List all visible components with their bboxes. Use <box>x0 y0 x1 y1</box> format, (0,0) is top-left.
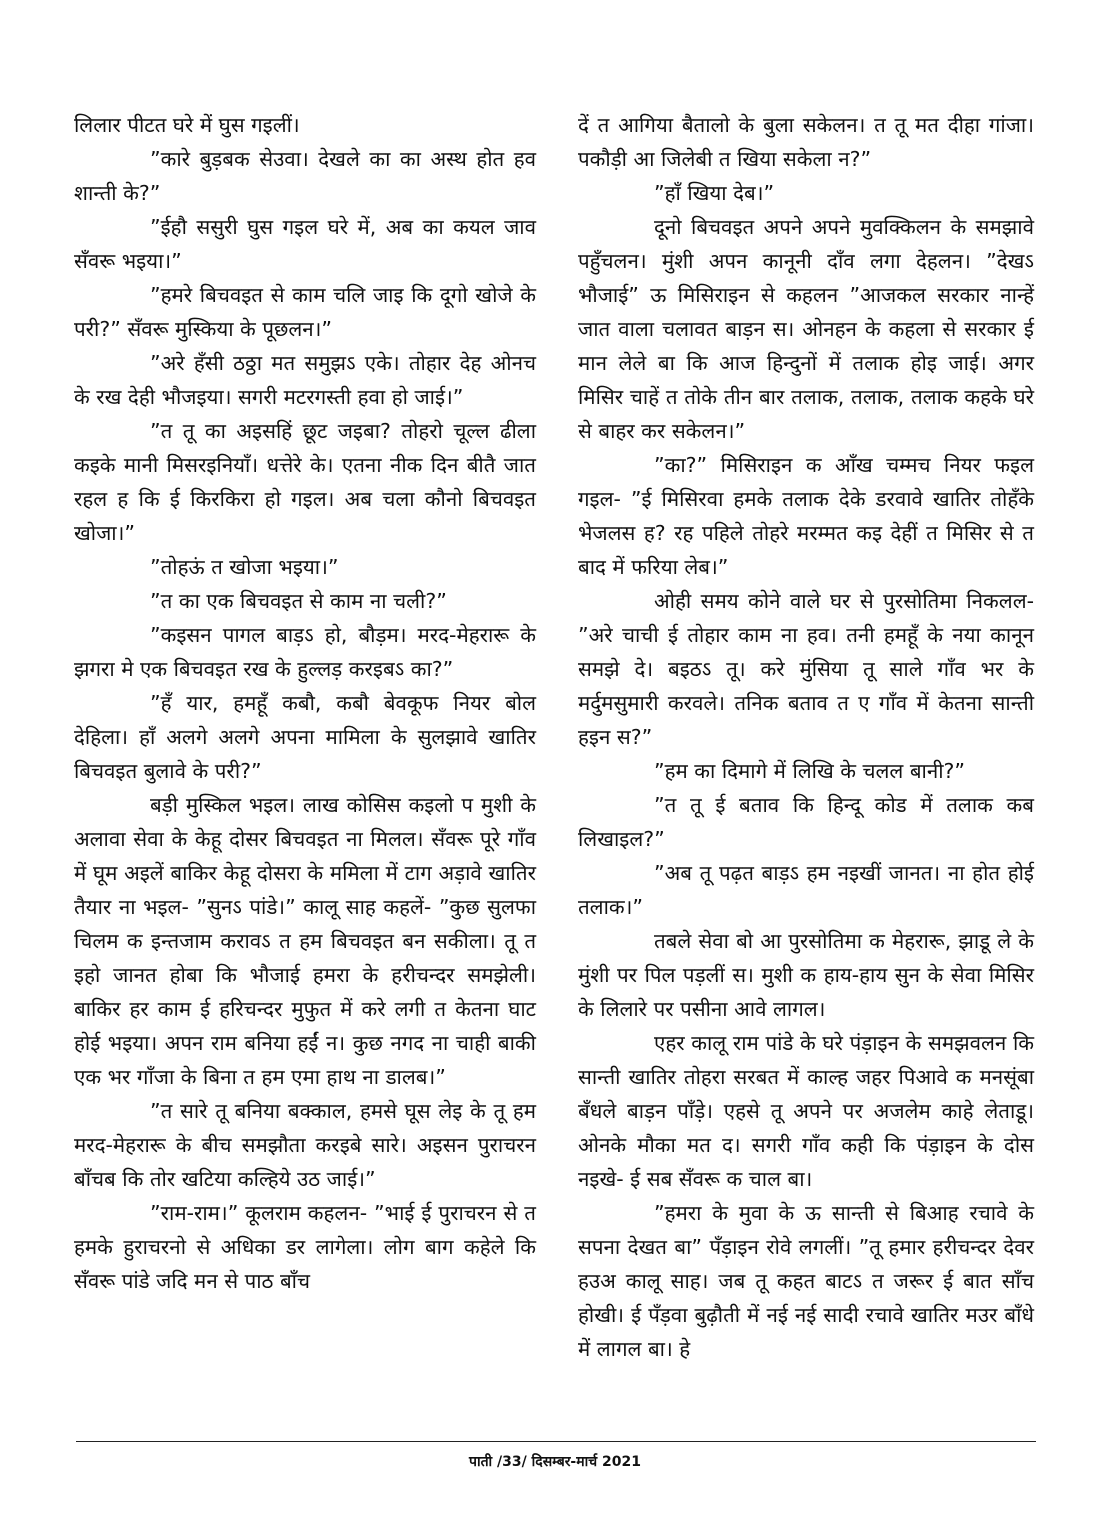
paragraph: ”कारे बुड़बक सेउवा। देखले का का अस्थ होत हव शान्ती के?” <box>74 147 536 205</box>
paragraph: ”अरे हँसी ठठ्ठा मत समुझऽ एके। तोहार देह ओनच के रख देही भौजइया। सगरी मटरगस्ती हवा हो जाई।” <box>74 351 536 409</box>
paragraph: ”त तू का अइसहिं छूट जइबा? तोहरो चूल्ल ढीला कइके मानी मिसरइनियाँ। धत्तेरे के। एतना नीक दिन बीतै जात रहल ह कि ई किरकिरा हो गइल। अब चला कौनो बिचवइत खोजा।” <box>74 419 536 545</box>
paragraph: ”हम का दिमागे में लिखि के चलल बानी?” <box>654 759 966 783</box>
paragraph: एहर कालू राम पांडे के घरे पंड़ाइन के समझवलन कि सान्ती खातिर तोहरा सरबत में काल्ह जहर पिआवे क मनसूंबा बँधले बाड़न पाँड़े। एहसे तू अपने पर अजलेम काहे लेताडू। ओनके मौका मत द। सगरी गाँव कही कि पंड़ाइन के दोस नइखे- ई सब सँवरू क चाल बा। <box>578 1031 1034 1191</box>
paragraph: ”अब तू पढ़त बाड़ऽ हम नइखीं जानत। ना होत होई तलाक।” <box>578 861 1034 919</box>
paragraph: ”का?” मिसिराइन क आँख चम्मच नियर फइल गइल- ”ई मिसिरवा हमके तलाक देके डरवावे खातिर तोहँके भेजलस ह? रह पहिले तोहरे मरम्मत कइ देहीं त मिसिर से त बाद में फरिया लेब।” <box>578 453 1034 579</box>
paragraph: ”ईहौ ससुरी घुस गइल घरे में, अब का कयल जाव सँवरू भइया।” <box>74 215 536 273</box>
paragraph: ”त तू ई बताव कि हिन्दू कोड में तलाक कब लिखाइल?” <box>578 793 1034 851</box>
paragraph: ”तोहऊं त खोजा भइया।” <box>150 555 339 579</box>
paragraph: ”कइसन पागल बाड़ऽ हो, बौड़म। मरद-मेहरारू के झगरा मे एक बिचवइत रख के हुल्लड़ करइबऽ का?” <box>74 623 536 681</box>
paragraph: ”हमरे बिचवइत से काम चलि जाइ कि दूगो खोजे के परी?” सँवरू मुस्किया के पूछलन।” <box>74 283 536 341</box>
paragraph: ”हँ यार, हमहूँ कबौ, कबौ बेवकूफ नियर बोल देहिला। हाँ अलगे अलगे अपना मामिला के सुलझावे खातिर बिचवइत बुलावे के परी?” <box>74 691 536 783</box>
paragraph: ओही समय कोने वाले घर से पुरसोतिमा निकलल- ”अरे चाची ई तोहार काम ना हव। तनी हमहूँ के नया कानून समझे दे। बइठऽ तू। करे मुंसिया तू साले गाँव भर के मर्दुमसुमारी करवले। तनिक बताव त ए गाँव में केतना सान्ती हइन स?” <box>578 589 1034 749</box>
paragraph: दें त आगिया बैतालो के बुला सकेलन। त तू मत दीहा गांजा। पकौड़ी आ जिलेबी त खिया सकेला न?” <box>578 113 1034 171</box>
paragraph: दूनो बिचवइत अपने अपने मुवक्किलन के समझावे पहुँचलन। मुंशी अपन कानूनी दाँव लगा देहलन। ”देखऽ भौजाई” ऊ मिसिराइन से कहलन ”आजकल सरकार नान्हें जात वाला चलावत बाड़न स। ओनहन के कहला से सरकार ई मान लेले बा कि आज हिन्दुनों में तलाक होइ जाई। अगर मिसिर चाहें त तोके तीन बार तलाक, तलाक, तलाक कहके घरे से बाहर कर सकेलन।” <box>578 215 1034 443</box>
paragraph: ”त का एक बिचवइत से काम ना चली?” <box>150 589 447 613</box>
paragraph: तबले सेवा बो आ पुरसोतिमा क मेहरारू, झाडू ले के मुंशी पर पिल पड़लीं स। मुशी क हाय-हाय सुन के सेवा मिसिर के लिलारे पर पसीना आवे लागल। <box>578 929 1034 1021</box>
right-column <box>578 108 1034 1366</box>
footer-divider <box>76 1441 1036 1442</box>
paragraph: ”हाँ खिया देब।” <box>654 181 775 205</box>
paragraph: ”हमरा के मुवा के ऊ सान्ती से बिआह रचावे के सपना देखत बा” पँड़ाइन रोवे लगलीं। ”तू हमार हरीचन्दर देवर हउअ कालू साह। जब तू कहत बाटऽ त जरूर ई बात साँच होखी। ई पँड़वा बुढ़ौती में नई नई सादी रचावे खातिर मउर बाँधे में लागल बा। हे <box>578 1201 1034 1361</box>
left-column <box>74 108 536 1298</box>
paragraph: लिलार पीटत घरे में घुस गइलीं। <box>74 113 300 137</box>
paragraph: बड़ी मुस्किल भइल। लाख कोसिस कइलो प मुशी के अलावा सेवा के केहू दोसर बिचवइत ना मिलल। सँवरू पूरे गाँव में घूम अइलें बाकिर केहू दोसरा के ममिला में टाग अड़ावे खातिर तैयार ना भइल- ”सुनऽ पांडे।” कालू साह कहलें- ”कुछ सुलफा चिलम क इन्तजाम करावऽ त हम बिचवइत बन सकीला। तू त इहो जानत होबा कि भौजाई हमरा के हरीचन्दर समझेली। बाकिर हर काम ई हरिचन्दर मुफुत में करे लगी त केतना घाट होई भइया। अपन राम बनिया हईं न। कुछ नगद ना चाही बाकी एक भर गाँजा के बिना त हम एमा हाथ ना डालब।” <box>74 793 536 1089</box>
paragraph: ”त सारे तू बनिया बक्काल, हमसे घूस लेइ के तू हम मरद-मेहरारू के बीच समझौता करइबे सारे। अइसन पुराचरन बाँचब कि तोर खटिया कल्हिये उठ जाई।” <box>74 1099 536 1191</box>
paragraph: ”राम-राम।” कूलराम कहलन- ”भाई ई पुराचरन से त हमके हुराचरनो से अधिका डर लागेला। लोग बाग कहेले कि सँवरू पांडे जदि मन से पाठ बाँच <box>74 1201 536 1293</box>
page-footer: पाती /33/ दिसम्बर-मार्च 2021 <box>469 1454 641 1470</box>
